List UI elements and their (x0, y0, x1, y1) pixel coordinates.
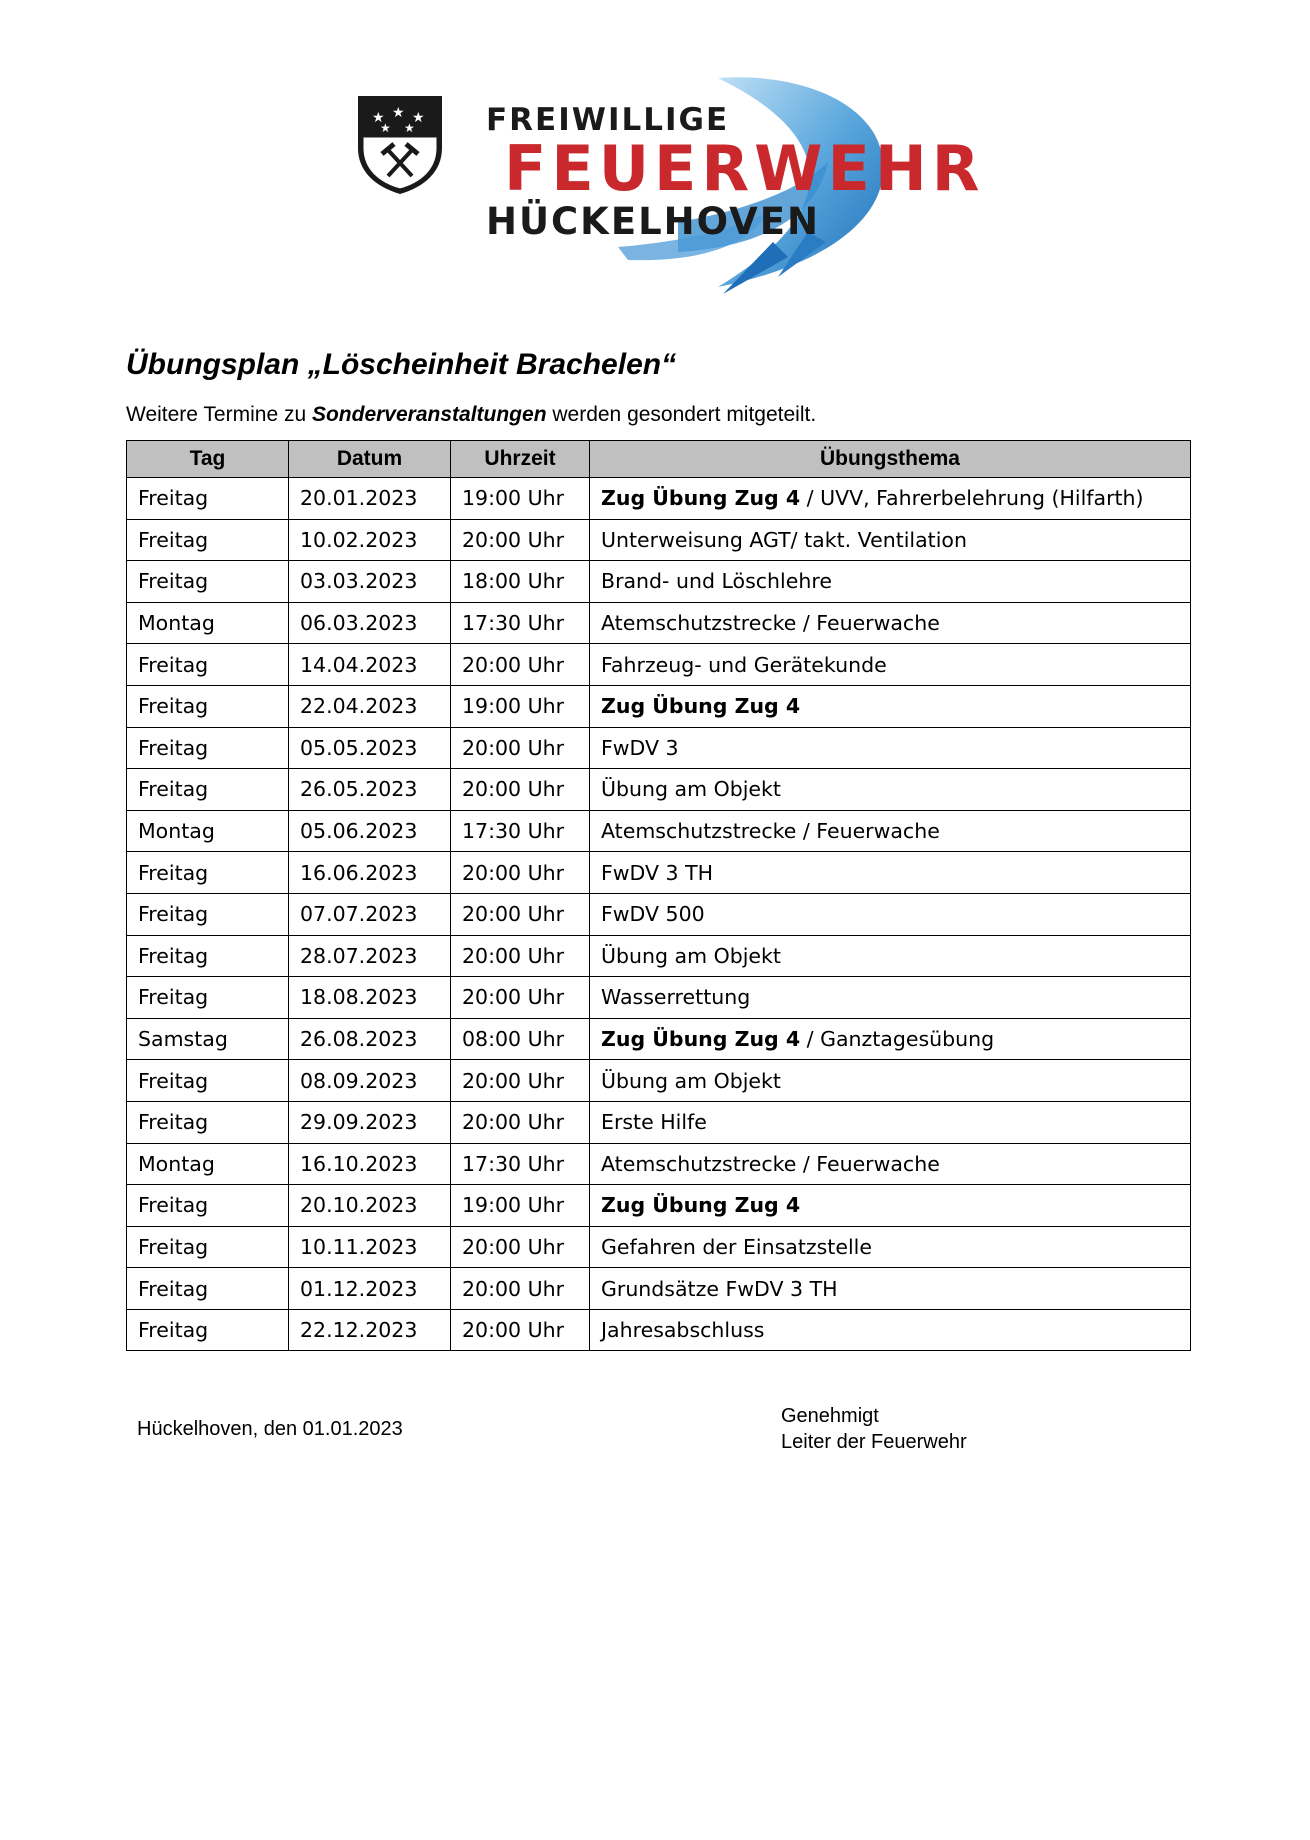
cell-tag: Freitag (127, 478, 289, 520)
thema-text: Erste Hilfe (601, 1110, 707, 1135)
thema-text: / Ganztagesübung (800, 1027, 995, 1052)
thema-text: Fahrzeug- und Gerätekunde (601, 652, 887, 677)
cell-tag: Freitag (127, 1060, 289, 1102)
logo-line-feuerwehr: FEUERWEHR (504, 132, 985, 205)
cell-datum: 07.07.2023 (289, 893, 451, 935)
cell-uhrzeit: 20:00 Uhr (451, 893, 590, 935)
table-row (127, 561, 1191, 603)
cell-datum: 06.03.2023 (289, 602, 451, 644)
table-row (127, 1060, 1191, 1102)
cell-thema (590, 893, 1191, 935)
table-row (127, 1268, 1191, 1310)
cell-thema (590, 727, 1191, 769)
subtitle (126, 403, 816, 427)
thema-text: / UVV, Fahrerbelehrung (Hilfarth) (800, 486, 1144, 511)
table-row (127, 935, 1191, 977)
approval-label: Genehmigt (781, 1405, 879, 1427)
thema-text: Unterweisung AGT/ takt. Ventilation (601, 527, 967, 552)
cell-uhrzeit: 20:00 Uhr (451, 1268, 590, 1310)
header-datum: Datum (289, 441, 451, 478)
cell-thema (590, 1101, 1191, 1143)
cell-tag: Freitag (127, 769, 289, 811)
cell-thema (590, 810, 1191, 852)
svg-text:★: ★ (372, 109, 385, 125)
cell-uhrzeit: 20:00 Uhr (451, 1226, 590, 1268)
cell-uhrzeit: 20:00 Uhr (451, 727, 590, 769)
cell-uhrzeit: 19:00 Uhr (451, 478, 590, 520)
cell-tag: Freitag (127, 935, 289, 977)
cell-uhrzeit: 08:00 Uhr (451, 1018, 590, 1060)
cell-datum: 08.09.2023 (289, 1060, 451, 1102)
subtitle-before: Weitere Termine zu (126, 403, 312, 426)
thema-text: Brand- und Löschlehre (601, 569, 832, 594)
logo-line-freiwillige: FREIWILLIGE (486, 102, 730, 138)
subtitle-bold: Sonderveranstaltungen (311, 403, 547, 426)
cell-thema (590, 561, 1191, 603)
header-uhrzeit: Uhrzeit (451, 441, 590, 478)
schedule-table (126, 440, 1191, 1351)
table-row (127, 852, 1191, 894)
thema-text: Wasserrettung (601, 985, 751, 1010)
cell-tag: Freitag (127, 644, 289, 686)
cell-datum: 18.08.2023 (289, 977, 451, 1019)
cell-datum: 03.03.2023 (289, 561, 451, 603)
thema-text: Übung am Objekt (601, 1068, 781, 1093)
cell-datum: 16.10.2023 (289, 1143, 451, 1185)
cell-thema (590, 1268, 1191, 1310)
header-uebungsthema: Übungsthema (590, 441, 1191, 478)
thema-text: Atemschutzstrecke / Feuerwache (601, 819, 940, 844)
cell-uhrzeit: 20:00 Uhr (451, 1060, 590, 1102)
cell-thema (590, 852, 1191, 894)
cell-datum: 22.04.2023 (289, 685, 451, 727)
subtitle-after: werden gesondert mitgeteilt. (546, 403, 817, 426)
cell-tag: Freitag (127, 685, 289, 727)
cell-uhrzeit: 20:00 Uhr (451, 644, 590, 686)
table-row (127, 685, 1191, 727)
cell-thema (590, 478, 1191, 520)
cell-tag: Freitag (127, 727, 289, 769)
table-row (127, 1018, 1191, 1060)
table-row (127, 519, 1191, 561)
table-row (127, 1101, 1191, 1143)
cell-uhrzeit: 19:00 Uhr (451, 1185, 590, 1227)
cell-thema (590, 685, 1191, 727)
thema-bold: Zug Übung Zug 4 (601, 1193, 801, 1218)
cell-datum: 10.02.2023 (289, 519, 451, 561)
table-row (127, 977, 1191, 1019)
fire-department-logo (372, 72, 985, 302)
thema-text: FwDV 3 (601, 735, 679, 760)
thema-text: Übung am Objekt (601, 943, 781, 968)
cell-thema (590, 519, 1191, 561)
cell-tag: Freitag (127, 977, 289, 1019)
cell-tag: Freitag (127, 1226, 289, 1268)
table-row (127, 602, 1191, 644)
thema-text: Jahresabschluss (601, 1318, 765, 1343)
cell-thema (590, 644, 1191, 686)
cell-tag: Freitag (127, 1101, 289, 1143)
page-title: Übungsplan „Löscheinheit Brachelen“ (126, 348, 677, 381)
thema-text: Übung am Objekt (601, 777, 781, 802)
cell-datum: 01.12.2023 (289, 1268, 451, 1310)
cell-datum: 26.05.2023 (289, 769, 451, 811)
table-row (127, 893, 1191, 935)
cell-datum: 26.08.2023 (289, 1018, 451, 1060)
cell-uhrzeit: 20:00 Uhr (451, 852, 590, 894)
table-row (127, 810, 1191, 852)
cell-uhrzeit: 17:30 Uhr (451, 602, 590, 644)
header-tag: Tag (127, 441, 289, 478)
svg-text:★: ★ (380, 121, 391, 135)
table-row (127, 1309, 1191, 1351)
cell-thema (590, 1226, 1191, 1268)
thema-text: Gefahren der Einsatzstelle (601, 1234, 872, 1259)
cell-datum: 28.07.2023 (289, 935, 451, 977)
cell-tag: Freitag (127, 893, 289, 935)
cell-uhrzeit: 20:00 Uhr (451, 769, 590, 811)
thema-text: FwDV 500 (601, 902, 705, 927)
cell-uhrzeit: 17:30 Uhr (451, 810, 590, 852)
cell-datum: 22.12.2023 (289, 1309, 451, 1351)
thema-text: Atemschutzstrecke / Feuerwache (601, 1151, 940, 1176)
cell-tag: Freitag (127, 852, 289, 894)
cell-uhrzeit: 20:00 Uhr (451, 519, 590, 561)
svg-text:★: ★ (404, 121, 415, 135)
cell-tag: Montag (127, 602, 289, 644)
cell-thema (590, 977, 1191, 1019)
cell-datum: 14.04.2023 (289, 644, 451, 686)
cell-tag: Montag (127, 810, 289, 852)
cell-tag: Samstag (127, 1018, 289, 1060)
cell-thema (590, 1018, 1191, 1060)
approval-signatory: Leiter der Feuerwehr (781, 1431, 967, 1453)
cell-datum: 20.01.2023 (289, 478, 451, 520)
cell-tag: Freitag (127, 1185, 289, 1227)
logo-line-hueckelhoven: HÜCKELHOVEN (486, 200, 820, 243)
table-row (127, 644, 1191, 686)
thema-text: Atemschutzstrecke / Feuerwache (601, 611, 940, 636)
cell-datum: 16.06.2023 (289, 852, 451, 894)
cell-thema (590, 1060, 1191, 1102)
table-row (127, 1143, 1191, 1185)
cell-uhrzeit: 18:00 Uhr (451, 561, 590, 603)
cell-thema (590, 935, 1191, 977)
cell-thema (590, 769, 1191, 811)
table-row (127, 727, 1191, 769)
cell-datum: 05.06.2023 (289, 810, 451, 852)
table-row (127, 478, 1191, 520)
cell-tag: Freitag (127, 1309, 289, 1351)
cell-thema (590, 602, 1191, 644)
table-row (127, 1226, 1191, 1268)
table-row (127, 1185, 1191, 1227)
table-row (127, 769, 1191, 811)
cell-tag: Freitag (127, 1268, 289, 1310)
coat-of-arms-icon (358, 96, 442, 194)
table-header-row (127, 441, 1191, 478)
cell-uhrzeit: 20:00 Uhr (451, 977, 590, 1019)
place-date: Hückelhoven, den 01.01.2023 (137, 1418, 403, 1440)
thema-bold: Zug Übung Zug 4 (601, 694, 801, 719)
thema-bold: Zug Übung Zug 4 (601, 1027, 801, 1052)
cell-datum: 20.10.2023 (289, 1185, 451, 1227)
cell-datum: 29.09.2023 (289, 1101, 451, 1143)
cell-datum: 10.11.2023 (289, 1226, 451, 1268)
cell-tag: Freitag (127, 561, 289, 603)
cell-uhrzeit: 19:00 Uhr (451, 685, 590, 727)
cell-uhrzeit: 20:00 Uhr (451, 935, 590, 977)
cell-uhrzeit: 20:00 Uhr (451, 1309, 590, 1351)
thema-bold: Zug Übung Zug 4 (601, 486, 801, 511)
cell-datum: 05.05.2023 (289, 727, 451, 769)
cell-uhrzeit: 17:30 Uhr (451, 1143, 590, 1185)
cell-thema (590, 1309, 1191, 1351)
cell-uhrzeit: 20:00 Uhr (451, 1101, 590, 1143)
cell-thema (590, 1185, 1191, 1227)
thema-text: FwDV 3 TH (601, 860, 714, 885)
cell-tag: Freitag (127, 519, 289, 561)
svg-text:★: ★ (392, 104, 405, 120)
cell-thema (590, 1143, 1191, 1185)
thema-text: Grundsätze FwDV 3 TH (601, 1276, 838, 1301)
cell-tag: Montag (127, 1143, 289, 1185)
svg-text:★: ★ (412, 109, 425, 125)
